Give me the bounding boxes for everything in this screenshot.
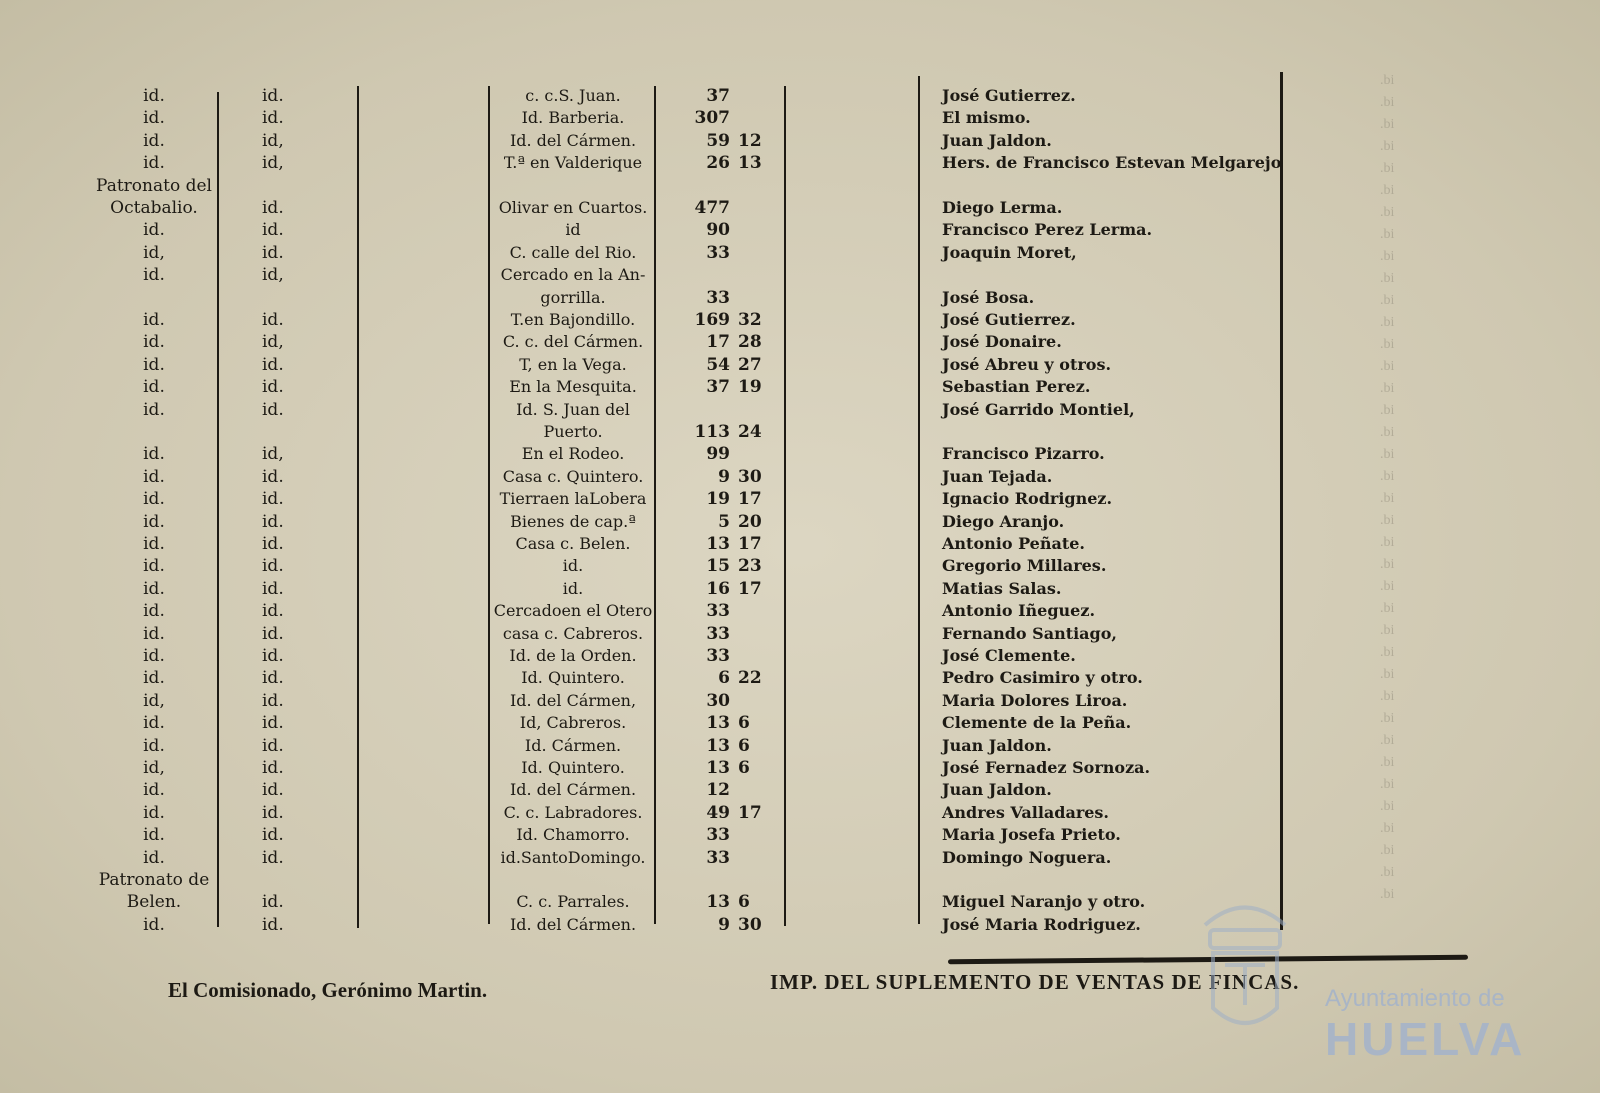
cell-c3: Id. Quintero. xyxy=(521,668,625,688)
cell-c3: Cercado en la An- xyxy=(500,265,646,285)
cell-c2: id. xyxy=(262,578,284,599)
cell-c6: Matias Salas. xyxy=(942,578,1062,598)
cell-c5: 6 xyxy=(738,758,750,778)
cell-c4: 6 xyxy=(718,668,730,689)
cell-c2: id. xyxy=(262,758,284,778)
cell-c2: id, xyxy=(262,153,284,174)
cell-c6: Francisco Perez Lerma. xyxy=(942,220,1153,240)
cell-c2: id. xyxy=(262,556,284,577)
cell-c2: id. xyxy=(262,646,284,666)
cell-c2: id. xyxy=(262,511,284,532)
column-rule-6 xyxy=(918,76,920,924)
cell-c4: 17 xyxy=(706,332,730,353)
cell-c4: 5 xyxy=(718,511,730,532)
cell-c1: id. xyxy=(143,847,165,868)
cell-c4: 37 xyxy=(706,377,730,398)
cell-c2: id. xyxy=(262,489,284,510)
bleed-through-marks: .bi .bi .bi .bi .bi .bi .bi .bi .bi .bi .bi .bi .bi .bi .bi .bi .bi .bi .bi .bi .bi .bi .bi .bi .bi .bi .bi .bi .bi .bi .bi .bi .bi .bi .bi .bi .bi .bi xyxy=(1380,73,1395,902)
cell-c5: 17 xyxy=(738,534,762,554)
column-rule-2 xyxy=(357,86,359,928)
cell-c1: id. xyxy=(143,153,165,174)
cell-c3: casa c. Cabreros. xyxy=(502,623,644,643)
cell-c4: 99 xyxy=(706,444,730,465)
cell-c6: José Abreu y otros. xyxy=(942,354,1112,374)
cell-c1: id. xyxy=(143,646,165,666)
cell-c5: 6 xyxy=(738,735,750,756)
cell-c1: id. xyxy=(143,578,165,599)
cell-c3: id. xyxy=(562,556,584,576)
cell-c5: 6 xyxy=(738,713,750,734)
cell-c4: 33 xyxy=(706,242,730,263)
cell-c2: id. xyxy=(262,690,284,711)
cell-c4: 90 xyxy=(706,220,730,241)
cell-c2: id. xyxy=(262,713,284,734)
cell-c5: 17 xyxy=(738,489,762,510)
cell-c6: Gregorio Millares. xyxy=(942,556,1107,576)
cell-c6: Maria Josefa Prieto. xyxy=(942,825,1121,845)
cell-c1: id. xyxy=(143,489,165,510)
cell-c4: 477 xyxy=(694,198,730,218)
cell-c5: 6 xyxy=(738,892,750,913)
cell-c1: id, xyxy=(143,242,165,263)
cell-c6: José Clemente. xyxy=(942,646,1076,665)
cell-c2: id. xyxy=(262,780,284,801)
cell-c4: 9 xyxy=(718,914,730,935)
cell-c3: Id. Cármen. xyxy=(524,735,622,755)
cell-c3: Tierraen laLobera xyxy=(499,489,647,509)
cell-c2: id. xyxy=(262,735,284,756)
cell-c2: id. xyxy=(262,668,284,689)
cell-c6: Juan Tejada. xyxy=(942,466,1053,486)
cell-c2: id. xyxy=(262,466,284,487)
cell-c5: 17 xyxy=(738,802,762,823)
cell-c6: Sebastian Perez. xyxy=(942,377,1091,397)
cell-c3: En la Mesquita. xyxy=(509,377,637,397)
cell-c2: id, xyxy=(262,332,284,353)
cell-c2: id. xyxy=(262,914,284,935)
cell-c6: José Gutierrez. xyxy=(942,310,1076,329)
cell-c6: El mismo. xyxy=(942,108,1031,128)
cell-c6: Hers. de Francisco Estevan Melgarejo xyxy=(942,153,1282,173)
cell-c2: id. xyxy=(262,108,284,129)
cell-c4: 30 xyxy=(706,690,730,711)
cell-c2: id. xyxy=(262,623,284,644)
cell-c2: id. xyxy=(262,601,284,622)
cell-c1: id. xyxy=(143,511,165,532)
cell-c2: id. xyxy=(262,534,284,554)
cell-c3: Olivar en Cuartos. xyxy=(498,198,648,217)
cell-c3: Id, Cabreros. xyxy=(519,713,627,733)
cell-c1: id. xyxy=(143,735,165,756)
cell-c4: 113 xyxy=(694,422,730,442)
cell-c4: 12 xyxy=(706,780,730,801)
cell-c6: Maria Dolores Liroa. xyxy=(942,690,1128,710)
cell-c5: 27 xyxy=(738,354,762,375)
cell-c1: id. xyxy=(143,354,165,375)
cell-c4: 49 xyxy=(706,802,730,823)
cell-c3: C. c. Parrales. xyxy=(516,892,630,912)
cell-c4: 13 xyxy=(706,892,730,913)
cell-c1: id, xyxy=(143,690,165,711)
cell-c6: Andres Valladares. xyxy=(942,802,1109,822)
cell-c3: Id. de la Orden. xyxy=(509,646,637,665)
cell-c6: Miguel Naranjo y otro. xyxy=(942,892,1146,912)
watermark-line-1: Ayuntamiento de xyxy=(1325,985,1505,1012)
cell-c4: 19 xyxy=(706,489,730,510)
signature-line: El Comisionado, Gerónimo Martin. xyxy=(168,978,488,1002)
cell-c3: Id. del Cármen. xyxy=(509,914,637,934)
cell-c1: id. xyxy=(143,220,165,241)
cell-c6: Fernando Santiago, xyxy=(942,623,1117,643)
cell-c1: id. xyxy=(143,623,165,644)
cell-c3: Id. del Cármen. xyxy=(509,780,637,800)
cell-c4: 16 xyxy=(706,578,730,599)
cell-c3: Id. S. Juan del xyxy=(516,399,630,419)
cell-c4: 59 xyxy=(706,130,730,151)
cell-c4: 54 xyxy=(706,354,730,375)
cell-c3: T, en la Vega. xyxy=(519,354,627,374)
cell-c2: id. xyxy=(262,198,284,218)
cell-c1: id. xyxy=(143,377,165,398)
cell-c6: Domingo Noguera. xyxy=(942,847,1112,867)
cell-c3: Id. Quintero. xyxy=(521,758,625,777)
cell-c1: id. xyxy=(143,310,165,330)
cell-c3: C. c. del Cármen. xyxy=(502,332,644,352)
cell-c1: id. xyxy=(143,332,165,353)
cell-c1: id. xyxy=(143,86,165,106)
cell-c1: Patronato del xyxy=(96,175,212,196)
cell-c2: id. xyxy=(262,354,284,375)
cell-c3: Id. del Cármen, xyxy=(509,690,637,710)
cell-c3: En el Rodeo. xyxy=(521,444,625,464)
cell-c1: Belen. xyxy=(126,892,182,913)
cell-c1: Octabalio. xyxy=(110,198,198,218)
cell-c2: id. xyxy=(262,825,284,846)
cell-c3: c. c.S. Juan. xyxy=(525,86,621,105)
cell-c6: Clemente de la Peña. xyxy=(942,713,1132,733)
cell-c5: 20 xyxy=(738,511,762,532)
cell-c4: 33 xyxy=(706,623,730,644)
cell-c6: José Maria Rodriguez. xyxy=(942,914,1141,934)
cell-c5: 32 xyxy=(738,310,762,330)
cell-c3: id xyxy=(565,220,581,240)
cell-c6: Pedro Casimiro y otro. xyxy=(942,668,1143,688)
cell-c1: id. xyxy=(143,534,165,554)
cell-c3: Puerto. xyxy=(543,422,603,441)
cell-c1: id. xyxy=(143,130,165,151)
column-rule-5 xyxy=(784,86,786,926)
cell-c2: id. xyxy=(262,242,284,263)
cell-c3: id.SantoDomingo. xyxy=(500,847,646,867)
cell-c6: Diego Aranjo. xyxy=(942,511,1065,531)
cell-c2: id. xyxy=(262,399,284,420)
cell-c5: 30 xyxy=(738,914,762,935)
cell-c6: Juan Jaldon. xyxy=(942,735,1052,755)
cell-c1: id. xyxy=(143,556,165,577)
cell-c4: 13 xyxy=(706,534,730,554)
cell-c2: id. xyxy=(262,86,284,106)
imprint-line: IMP. DEL SUPLEMENTO DE VENTAS DE FINCAS. xyxy=(770,970,1300,994)
cell-c4: 169 xyxy=(694,310,730,330)
cell-c6: Juan Jaldon. xyxy=(942,130,1052,150)
cell-c6: José Garrido Montiel, xyxy=(942,399,1135,419)
cell-c6: Diego Lerma. xyxy=(942,198,1063,217)
cell-c6: Antonio Peñate. xyxy=(942,534,1085,553)
cell-c3: id. xyxy=(562,578,584,598)
cell-c5: 12 xyxy=(738,130,762,151)
cell-c6: José Bosa. xyxy=(942,287,1035,307)
cell-c1: id. xyxy=(143,399,165,420)
cell-c2: id. xyxy=(262,847,284,868)
cell-c1: id. xyxy=(143,466,165,487)
cell-c2: id, xyxy=(262,444,284,465)
cell-c1: id. xyxy=(143,713,165,734)
cell-c3: C. c. Labradores. xyxy=(503,802,643,822)
cell-c1: id. xyxy=(143,601,165,622)
cell-c2: id. xyxy=(262,892,284,913)
cell-c1: id. xyxy=(143,444,165,465)
cell-c3: C. calle del Rio. xyxy=(509,242,637,262)
cell-c4: 13 xyxy=(706,758,730,778)
cell-c2: id. xyxy=(262,310,284,330)
cell-c1: id. xyxy=(143,802,165,823)
cell-c6: Joaquin Moret, xyxy=(942,242,1077,262)
cell-c3: Casa c. Quintero. xyxy=(502,466,644,486)
cell-c2: id, xyxy=(262,130,284,151)
cell-c2: id. xyxy=(262,377,284,398)
cell-c1: id. xyxy=(143,825,165,846)
cell-c5: 22 xyxy=(738,668,762,689)
cell-c1: id. xyxy=(143,668,165,689)
cell-c3: Cercadoen el Otero xyxy=(493,601,653,621)
cell-c2: id, xyxy=(262,265,284,286)
cell-c5: 24 xyxy=(738,422,762,442)
cell-c3: Id. del Cármen. xyxy=(509,130,637,150)
cell-c6: Francisco Pizarro. xyxy=(942,444,1105,464)
cell-c1: id. xyxy=(143,780,165,801)
cell-c1: id, xyxy=(143,758,165,778)
cell-c5: 23 xyxy=(738,556,762,577)
cell-c5: 13 xyxy=(738,153,762,174)
cell-c3: Id. Chamorro. xyxy=(516,825,630,845)
cell-c3: Id. Barberia. xyxy=(521,108,625,128)
cell-c4: 37 xyxy=(706,86,730,106)
cell-c2: id. xyxy=(262,220,284,241)
cell-c3: T.en Bajondillo. xyxy=(510,310,636,329)
cell-c2: id. xyxy=(262,802,284,823)
cell-c5: 17 xyxy=(738,578,762,599)
cell-c4: 9 xyxy=(718,466,730,487)
cell-c4: 33 xyxy=(706,825,730,846)
cell-c5: 30 xyxy=(738,466,762,487)
cell-c4: 26 xyxy=(706,153,730,174)
cell-c6: José Donaire. xyxy=(942,332,1062,352)
cell-c5: 19 xyxy=(738,377,762,398)
cell-c4: 13 xyxy=(706,713,730,734)
watermark-line-2: HUELVA xyxy=(1325,1013,1526,1065)
cell-c6: Juan Jaldon. xyxy=(942,780,1052,800)
cell-c6: Ignacio Rodrignez. xyxy=(942,489,1113,509)
cell-c4: 13 xyxy=(706,735,730,756)
cell-c4: 33 xyxy=(706,601,730,622)
cell-c4: 15 xyxy=(706,556,730,577)
cell-c3: Bienes de cap.ª xyxy=(510,511,636,531)
cell-c1: id. xyxy=(143,914,165,935)
cell-c1: Patronato de xyxy=(98,870,210,890)
cell-c6: Antonio Iñeguez. xyxy=(942,601,1096,621)
cell-c4: 33 xyxy=(706,287,730,308)
cell-c3: Casa c. Belen. xyxy=(515,534,631,553)
cell-c4: 33 xyxy=(706,646,730,666)
cell-c1: id. xyxy=(143,108,165,129)
cell-c3: gorrilla. xyxy=(540,287,606,307)
cell-c4: 307 xyxy=(694,108,730,129)
cell-c6: José Fernadez Sornoza. xyxy=(942,758,1151,777)
cell-c4: 33 xyxy=(706,847,730,868)
cell-c1: id. xyxy=(143,265,165,286)
cell-c6: José Gutierrez. xyxy=(942,86,1076,105)
cell-c5: 28 xyxy=(738,332,762,353)
cell-c3: T.ª en Valderique xyxy=(503,153,643,173)
